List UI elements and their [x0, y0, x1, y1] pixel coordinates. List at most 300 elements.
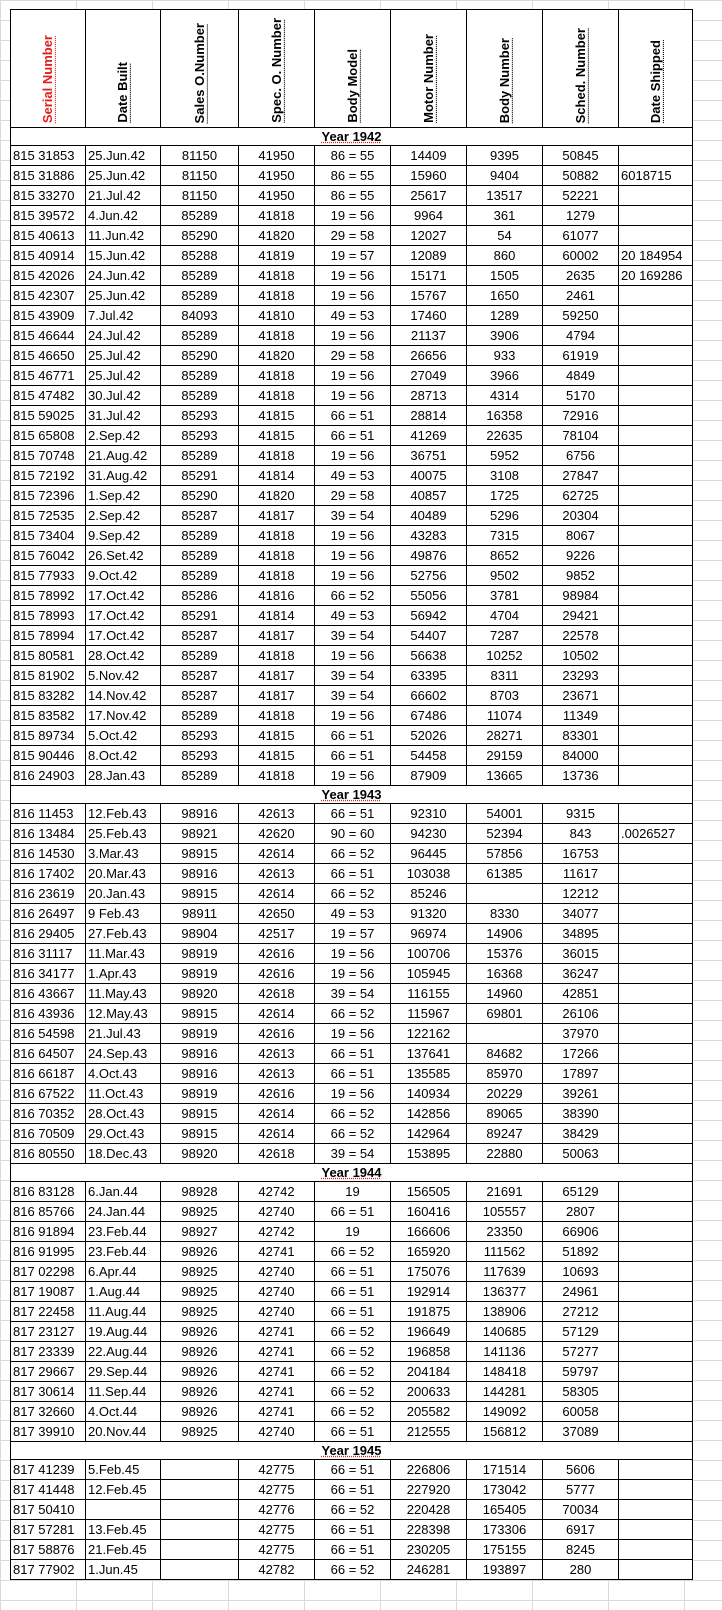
cell-sched-number[interactable]: 51892	[543, 1242, 619, 1262]
cell-spec-order[interactable]: 42742	[239, 1182, 315, 1202]
cell-sales-order[interactable]: 98919	[161, 1024, 239, 1044]
cell-motor-number[interactable]: 41269	[391, 426, 467, 446]
cell-serial-number[interactable]: 816 31117	[11, 944, 86, 964]
cell-spec-order[interactable]: 42740	[239, 1302, 315, 1322]
cell-date-built[interactable]: 11.Sep.44	[86, 1382, 161, 1402]
cell-body-model[interactable]: 66 = 51	[315, 1302, 391, 1322]
cell-body-model[interactable]: 19 = 57	[315, 924, 391, 944]
cell-sales-order[interactable]: 98915	[161, 1004, 239, 1024]
cell-body-number[interactable]: 141136	[467, 1342, 543, 1362]
cell-sched-number[interactable]: 23671	[543, 686, 619, 706]
cell-date-shipped[interactable]	[619, 1064, 693, 1084]
cell-date-built[interactable]: 17.Oct.42	[86, 606, 161, 626]
cell-sched-number[interactable]: 36015	[543, 944, 619, 964]
cell-date-built[interactable]: 21.Aug.42	[86, 446, 161, 466]
cell-sched-number[interactable]: 12212	[543, 884, 619, 904]
cell-sched-number[interactable]: 4849	[543, 366, 619, 386]
cell-date-shipped[interactable]	[619, 1302, 693, 1322]
cell-date-shipped[interactable]	[619, 226, 693, 246]
cell-body-number[interactable]: 7315	[467, 526, 543, 546]
cell-body-model[interactable]: 29 = 58	[315, 226, 391, 246]
cell-sales-order[interactable]: 98919	[161, 964, 239, 984]
cell-date-shipped[interactable]: 20 169286	[619, 266, 693, 286]
cell-body-model[interactable]: 19	[315, 1182, 391, 1202]
cell-date-built[interactable]: 17.Oct.42	[86, 586, 161, 606]
cell-spec-order[interactable]: 42614	[239, 1124, 315, 1144]
cell-body-number[interactable]: 9404	[467, 166, 543, 186]
cell-date-shipped[interactable]	[619, 746, 693, 766]
cell-spec-order[interactable]: 41820	[239, 486, 315, 506]
cell-date-built[interactable]: 20.Mar.43	[86, 864, 161, 884]
cell-date-shipped[interactable]: .0026527	[619, 824, 693, 844]
cell-sales-order[interactable]: 98915	[161, 1124, 239, 1144]
header-date-built[interactable]: Date Built	[86, 10, 161, 128]
cell-serial-number[interactable]: 816 66187	[11, 1064, 86, 1084]
cell-body-model[interactable]: 66 = 52	[315, 1402, 391, 1422]
cell-serial-number[interactable]: 817 19087	[11, 1282, 86, 1302]
cell-sched-number[interactable]: 70034	[543, 1500, 619, 1520]
cell-body-number[interactable]: 1505	[467, 266, 543, 286]
cell-body-number[interactable]: 860	[467, 246, 543, 266]
cell-spec-order[interactable]: 41814	[239, 466, 315, 486]
cell-date-built[interactable]: 17.Nov.42	[86, 706, 161, 726]
cell-sales-order[interactable]: 85287	[161, 626, 239, 646]
cell-sched-number[interactable]: 59250	[543, 306, 619, 326]
cell-motor-number[interactable]: 92310	[391, 804, 467, 824]
cell-body-model[interactable]: 66 = 51	[315, 406, 391, 426]
cell-motor-number[interactable]: 15171	[391, 266, 467, 286]
cell-body-model[interactable]: 19 = 56	[315, 646, 391, 666]
cell-body-model[interactable]: 86 = 55	[315, 186, 391, 206]
cell-motor-number[interactable]: 200633	[391, 1382, 467, 1402]
cell-body-number[interactable]: 14906	[467, 924, 543, 944]
cell-serial-number[interactable]: 817 39910	[11, 1422, 86, 1442]
cell-date-built[interactable]: 28.Jan.43	[86, 766, 161, 786]
cell-sched-number[interactable]: 84000	[543, 746, 619, 766]
cell-body-model[interactable]: 39 = 54	[315, 984, 391, 1004]
cell-spec-order[interactable]: 42650	[239, 904, 315, 924]
cell-body-number[interactable]: 23350	[467, 1222, 543, 1242]
cell-serial-number[interactable]: 815 43909	[11, 306, 86, 326]
cell-motor-number[interactable]: 17460	[391, 306, 467, 326]
cell-sales-order[interactable]: 85289	[161, 266, 239, 286]
cell-body-model[interactable]: 66 = 51	[315, 1460, 391, 1480]
cell-sales-order[interactable]: 98920	[161, 984, 239, 1004]
cell-sched-number[interactable]: 38390	[543, 1104, 619, 1124]
cell-date-shipped[interactable]	[619, 146, 693, 166]
cell-motor-number[interactable]: 91320	[391, 904, 467, 924]
cell-motor-number[interactable]: 67486	[391, 706, 467, 726]
cell-spec-order[interactable]: 41820	[239, 226, 315, 246]
cell-sched-number[interactable]: 280	[543, 1560, 619, 1580]
cell-date-shipped[interactable]	[619, 1480, 693, 1500]
cell-sales-order[interactable]: 85289	[161, 286, 239, 306]
cell-body-number[interactable]: 85970	[467, 1064, 543, 1084]
cell-sched-number[interactable]: 9852	[543, 566, 619, 586]
cell-body-model[interactable]: 66 = 51	[315, 1480, 391, 1500]
cell-spec-order[interactable]: 41817	[239, 506, 315, 526]
cell-date-shipped[interactable]	[619, 904, 693, 924]
cell-spec-order[interactable]: 41950	[239, 186, 315, 206]
cell-sched-number[interactable]: 22578	[543, 626, 619, 646]
cell-date-built[interactable]: 29.Oct.43	[86, 1124, 161, 1144]
cell-spec-order[interactable]: 42740	[239, 1282, 315, 1302]
cell-sales-order[interactable]: 85293	[161, 746, 239, 766]
cell-body-number[interactable]: 138906	[467, 1302, 543, 1322]
cell-spec-order[interactable]: 42776	[239, 1500, 315, 1520]
cell-serial-number[interactable]: 817 58876	[11, 1540, 86, 1560]
cell-body-model[interactable]: 19 = 56	[315, 326, 391, 346]
cell-body-model[interactable]: 19 = 56	[315, 706, 391, 726]
cell-body-model[interactable]: 19 = 56	[315, 944, 391, 964]
cell-body-number[interactable]: 14960	[467, 984, 543, 1004]
cell-spec-order[interactable]: 42616	[239, 1024, 315, 1044]
cell-serial-number[interactable]: 815 42307	[11, 286, 86, 306]
cell-sched-number[interactable]: 8067	[543, 526, 619, 546]
cell-sched-number[interactable]: 39261	[543, 1084, 619, 1104]
cell-date-built[interactable]: 1.Jun.45	[86, 1560, 161, 1580]
cell-body-number[interactable]: 3906	[467, 326, 543, 346]
cell-date-shipped[interactable]	[619, 206, 693, 226]
cell-serial-number[interactable]: 816 91894	[11, 1222, 86, 1242]
cell-body-number[interactable]: 52394	[467, 824, 543, 844]
cell-date-shipped[interactable]	[619, 506, 693, 526]
cell-serial-number[interactable]: 815 33270	[11, 186, 86, 206]
cell-date-built[interactable]: 11.Aug.44	[86, 1302, 161, 1322]
cell-body-model[interactable]: 86 = 55	[315, 146, 391, 166]
cell-date-shipped[interactable]	[619, 964, 693, 984]
cell-motor-number[interactable]: 56638	[391, 646, 467, 666]
cell-sched-number[interactable]: 57277	[543, 1342, 619, 1362]
cell-motor-number[interactable]: 9964	[391, 206, 467, 226]
cell-date-shipped[interactable]	[619, 406, 693, 426]
cell-sched-number[interactable]: 37089	[543, 1422, 619, 1442]
cell-serial-number[interactable]: 817 77902	[11, 1560, 86, 1580]
cell-serial-number[interactable]: 815 39572	[11, 206, 86, 226]
cell-body-number[interactable]: 149092	[467, 1402, 543, 1422]
cell-motor-number[interactable]: 220428	[391, 1500, 467, 1520]
cell-sched-number[interactable]: 27847	[543, 466, 619, 486]
cell-serial-number[interactable]: 815 72192	[11, 466, 86, 486]
cell-body-number[interactable]: 171514	[467, 1460, 543, 1480]
cell-date-built[interactable]: 13.Feb.45	[86, 1520, 161, 1540]
cell-sched-number[interactable]: 843	[543, 824, 619, 844]
cell-body-number[interactable]: 15376	[467, 944, 543, 964]
cell-date-built[interactable]: 12.Feb.43	[86, 804, 161, 824]
cell-date-built[interactable]: 25.Feb.43	[86, 824, 161, 844]
cell-motor-number[interactable]: 63395	[391, 666, 467, 686]
cell-sched-number[interactable]: 6917	[543, 1520, 619, 1540]
cell-date-shipped[interactable]	[619, 606, 693, 626]
cell-sales-order[interactable]: 98915	[161, 844, 239, 864]
cell-motor-number[interactable]: 40075	[391, 466, 467, 486]
cell-body-model[interactable]: 66 = 52	[315, 1104, 391, 1124]
cell-body-model[interactable]: 19 = 56	[315, 526, 391, 546]
cell-body-number[interactable]: 144281	[467, 1382, 543, 1402]
cell-motor-number[interactable]: 27049	[391, 366, 467, 386]
cell-date-built[interactable]: 22.Aug.44	[86, 1342, 161, 1362]
cell-motor-number[interactable]: 87909	[391, 766, 467, 786]
cell-date-shipped[interactable]	[619, 1402, 693, 1422]
cell-date-shipped[interactable]	[619, 366, 693, 386]
cell-sched-number[interactable]: 58305	[543, 1382, 619, 1402]
cell-body-number[interactable]: 111562	[467, 1242, 543, 1262]
cell-date-shipped[interactable]	[619, 1044, 693, 1064]
cell-spec-order[interactable]: 42614	[239, 844, 315, 864]
cell-serial-number[interactable]: 815 81902	[11, 666, 86, 686]
cell-body-model[interactable]: 49 = 53	[315, 606, 391, 626]
cell-body-model[interactable]: 66 = 51	[315, 1282, 391, 1302]
cell-sched-number[interactable]: 50063	[543, 1144, 619, 1164]
cell-date-shipped[interactable]	[619, 586, 693, 606]
cell-motor-number[interactable]: 196649	[391, 1322, 467, 1342]
cell-spec-order[interactable]: 42740	[239, 1262, 315, 1282]
cell-sales-order[interactable]: 98926	[161, 1382, 239, 1402]
cell-date-built[interactable]: 25.Jul.42	[86, 346, 161, 366]
cell-date-built[interactable]: 1.Apr.43	[86, 964, 161, 984]
cell-date-shipped[interactable]: 6018715	[619, 166, 693, 186]
cell-body-model[interactable]: 66 = 51	[315, 1202, 391, 1222]
cell-serial-number[interactable]: 817 30614	[11, 1382, 86, 1402]
cell-sales-order[interactable]: 85293	[161, 426, 239, 446]
cell-motor-number[interactable]: 100706	[391, 944, 467, 964]
cell-date-built[interactable]: 21.Jul.42	[86, 186, 161, 206]
cell-serial-number[interactable]: 816 43936	[11, 1004, 86, 1024]
cell-date-shipped[interactable]	[619, 706, 693, 726]
cell-date-shipped[interactable]	[619, 1540, 693, 1560]
cell-serial-number[interactable]: 816 23619	[11, 884, 86, 904]
cell-date-shipped[interactable]	[619, 526, 693, 546]
cell-sales-order[interactable]: 98911	[161, 904, 239, 924]
cell-sched-number[interactable]: 98984	[543, 586, 619, 606]
cell-body-number[interactable]: 165405	[467, 1500, 543, 1520]
cell-date-built[interactable]: 4.Jun.42	[86, 206, 161, 226]
cell-sales-order[interactable]: 85289	[161, 646, 239, 666]
cell-sched-number[interactable]: 2807	[543, 1202, 619, 1222]
cell-motor-number[interactable]: 66602	[391, 686, 467, 706]
cell-date-shipped[interactable]	[619, 386, 693, 406]
cell-body-number[interactable]: 16368	[467, 964, 543, 984]
cell-body-number[interactable]: 175155	[467, 1540, 543, 1560]
cell-date-built[interactable]: 24.Jun.42	[86, 266, 161, 286]
cell-sales-order[interactable]: 85289	[161, 766, 239, 786]
cell-body-number[interactable]: 5952	[467, 446, 543, 466]
cell-motor-number[interactable]: 54407	[391, 626, 467, 646]
cell-date-shipped[interactable]	[619, 446, 693, 466]
cell-sales-order[interactable]: 98925	[161, 1202, 239, 1222]
cell-date-built[interactable]: 17.Oct.42	[86, 626, 161, 646]
cell-serial-number[interactable]: 815 73404	[11, 526, 86, 546]
cell-body-number[interactable]: 8703	[467, 686, 543, 706]
cell-body-number[interactable]: 11074	[467, 706, 543, 726]
cell-motor-number[interactable]: 160416	[391, 1202, 467, 1222]
cell-sched-number[interactable]: 42851	[543, 984, 619, 1004]
cell-date-shipped[interactable]	[619, 1422, 693, 1442]
cell-motor-number[interactable]: 205582	[391, 1402, 467, 1422]
cell-serial-number[interactable]: 817 23127	[11, 1322, 86, 1342]
cell-motor-number[interactable]: 94230	[391, 824, 467, 844]
cell-spec-order[interactable]: 41815	[239, 726, 315, 746]
cell-sched-number[interactable]: 37970	[543, 1024, 619, 1044]
cell-sched-number[interactable]: 38429	[543, 1124, 619, 1144]
cell-spec-order[interactable]: 41818	[239, 566, 315, 586]
cell-sales-order[interactable]: 98916	[161, 1044, 239, 1064]
cell-spec-order[interactable]: 41817	[239, 666, 315, 686]
cell-date-built[interactable]: 9 Feb.43	[86, 904, 161, 924]
year-heading[interactable]	[11, 786, 693, 804]
cell-motor-number[interactable]: 52026	[391, 726, 467, 746]
cell-date-shipped[interactable]	[619, 804, 693, 824]
cell-sales-order[interactable]: 98921	[161, 824, 239, 844]
cell-body-model[interactable]: 66 = 51	[315, 1422, 391, 1442]
cell-date-built[interactable]: 9.Oct.42	[86, 566, 161, 586]
cell-serial-number[interactable]: 815 90446	[11, 746, 86, 766]
cell-sales-order[interactable]: 98925	[161, 1282, 239, 1302]
cell-sales-order[interactable]: 85289	[161, 326, 239, 346]
cell-sched-number[interactable]: 50845	[543, 146, 619, 166]
cell-date-shipped[interactable]	[619, 1342, 693, 1362]
cell-date-shipped[interactable]	[619, 1362, 693, 1382]
cell-body-model[interactable]: 66 = 52	[315, 1124, 391, 1144]
cell-date-shipped[interactable]	[619, 1500, 693, 1520]
cell-motor-number[interactable]: 246281	[391, 1560, 467, 1580]
cell-date-shipped[interactable]	[619, 1520, 693, 1540]
cell-sales-order[interactable]: 98904	[161, 924, 239, 944]
cell-body-number[interactable]: 5296	[467, 506, 543, 526]
cell-body-model[interactable]: 19 = 56	[315, 206, 391, 226]
cell-motor-number[interactable]: 122162	[391, 1024, 467, 1044]
cell-serial-number[interactable]: 816 11453	[11, 804, 86, 824]
cell-motor-number[interactable]: 166606	[391, 1222, 467, 1242]
cell-serial-number[interactable]: 815 40613	[11, 226, 86, 246]
cell-motor-number[interactable]: 156505	[391, 1182, 467, 1202]
cell-sched-number[interactable]: 34077	[543, 904, 619, 924]
cell-spec-order[interactable]: 41817	[239, 626, 315, 646]
cell-body-model[interactable]: 19 = 56	[315, 546, 391, 566]
cell-date-built[interactable]: 25.Jul.42	[86, 366, 161, 386]
cell-date-shipped[interactable]	[619, 1084, 693, 1104]
cell-serial-number[interactable]: 817 41239	[11, 1460, 86, 1480]
cell-motor-number[interactable]: 142964	[391, 1124, 467, 1144]
cell-date-shipped[interactable]	[619, 666, 693, 686]
cell-body-number[interactable]: 7287	[467, 626, 543, 646]
cell-sales-order[interactable]: 85287	[161, 506, 239, 526]
cell-spec-order[interactable]: 41815	[239, 746, 315, 766]
cell-date-shipped[interactable]	[619, 1460, 693, 1480]
cell-motor-number[interactable]: 43283	[391, 526, 467, 546]
header-date-shipped[interactable]: Date Shipped	[619, 10, 693, 128]
cell-body-model[interactable]: 19 = 56	[315, 286, 391, 306]
cell-date-built[interactable]: 23.Feb.44	[86, 1242, 161, 1262]
cell-spec-order[interactable]: 41818	[239, 386, 315, 406]
cell-date-shipped[interactable]	[619, 1262, 693, 1282]
cell-body-number[interactable]: 3108	[467, 466, 543, 486]
cell-body-number[interactable]	[467, 884, 543, 904]
cell-serial-number[interactable]: 816 34177	[11, 964, 86, 984]
cell-sales-order[interactable]: 85289	[161, 386, 239, 406]
cell-sched-number[interactable]: 13736	[543, 766, 619, 786]
cell-body-number[interactable]: 1725	[467, 486, 543, 506]
cell-sales-order[interactable]: 98926	[161, 1342, 239, 1362]
cell-body-number[interactable]: 105557	[467, 1202, 543, 1222]
cell-serial-number[interactable]: 815 31853	[11, 146, 86, 166]
cell-date-built[interactable]: 5.Nov.42	[86, 666, 161, 686]
cell-sched-number[interactable]: 11617	[543, 864, 619, 884]
cell-sched-number[interactable]: 4794	[543, 326, 619, 346]
cell-date-built[interactable]: 23.Feb.44	[86, 1222, 161, 1242]
cell-motor-number[interactable]: 12027	[391, 226, 467, 246]
cell-sched-number[interactable]: 61919	[543, 346, 619, 366]
cell-spec-order[interactable]: 42614	[239, 1104, 315, 1124]
cell-sales-order[interactable]: 85288	[161, 246, 239, 266]
cell-body-number[interactable]: 193897	[467, 1560, 543, 1580]
cell-motor-number[interactable]: 56942	[391, 606, 467, 626]
cell-body-model[interactable]: 66 = 52	[315, 586, 391, 606]
cell-sales-order[interactable]: 98916	[161, 804, 239, 824]
cell-date-built[interactable]: 29.Sep.44	[86, 1362, 161, 1382]
cell-spec-order[interactable]: 41814	[239, 606, 315, 626]
cell-date-shipped[interactable]	[619, 864, 693, 884]
cell-serial-number[interactable]: 815 46650	[11, 346, 86, 366]
cell-body-number[interactable]: 16358	[467, 406, 543, 426]
cell-spec-order[interactable]: 41818	[239, 266, 315, 286]
cell-serial-number[interactable]: 816 83128	[11, 1182, 86, 1202]
cell-spec-order[interactable]: 41950	[239, 166, 315, 186]
cell-date-built[interactable]: 28.Oct.43	[86, 1104, 161, 1124]
cell-sched-number[interactable]: 61077	[543, 226, 619, 246]
cell-date-shipped[interactable]	[619, 726, 693, 746]
cell-date-built[interactable]: 4.Oct.43	[86, 1064, 161, 1084]
cell-date-shipped[interactable]	[619, 1560, 693, 1580]
cell-serial-number[interactable]: 817 29667	[11, 1362, 86, 1382]
cell-body-model[interactable]: 66 = 51	[315, 1520, 391, 1540]
cell-motor-number[interactable]: 135585	[391, 1064, 467, 1084]
cell-body-model[interactable]: 19 = 56	[315, 566, 391, 586]
cell-body-model[interactable]: 66 = 51	[315, 1540, 391, 1560]
cell-date-built[interactable]: 2.Sep.42	[86, 506, 161, 526]
cell-sales-order[interactable]	[161, 1500, 239, 1520]
cell-body-number[interactable]: 8330	[467, 904, 543, 924]
cell-sched-number[interactable]: 23293	[543, 666, 619, 686]
cell-body-number[interactable]: 21691	[467, 1182, 543, 1202]
cell-body-number[interactable]: 361	[467, 206, 543, 226]
cell-sched-number[interactable]: 6756	[543, 446, 619, 466]
cell-sales-order[interactable]: 98927	[161, 1222, 239, 1242]
cell-body-number[interactable]: 1289	[467, 306, 543, 326]
cell-date-shipped[interactable]: 20 184954	[619, 246, 693, 266]
cell-motor-number[interactable]: 140934	[391, 1084, 467, 1104]
cell-motor-number[interactable]: 212555	[391, 1422, 467, 1442]
cell-date-built[interactable]: 5.Feb.45	[86, 1460, 161, 1480]
cell-sched-number[interactable]: 11349	[543, 706, 619, 726]
cell-body-model[interactable]: 39 = 54	[315, 626, 391, 646]
cell-sales-order[interactable]: 85291	[161, 466, 239, 486]
cell-spec-order[interactable]: 42613	[239, 804, 315, 824]
cell-date-shipped[interactable]	[619, 346, 693, 366]
cell-sales-order[interactable]: 85293	[161, 726, 239, 746]
cell-date-built[interactable]: 25.Jun.42	[86, 146, 161, 166]
cell-body-number[interactable]: 54	[467, 226, 543, 246]
cell-sales-order[interactable]: 98919	[161, 944, 239, 964]
cell-serial-number[interactable]: 815 78992	[11, 586, 86, 606]
cell-date-built[interactable]: 18.Dec.43	[86, 1144, 161, 1164]
header-motor-number[interactable]: Motor Number	[391, 10, 467, 128]
cell-body-model[interactable]: 66 = 51	[315, 1262, 391, 1282]
cell-body-model[interactable]: 66 = 51	[315, 864, 391, 884]
cell-spec-order[interactable]: 41818	[239, 766, 315, 786]
cell-motor-number[interactable]: 227920	[391, 1480, 467, 1500]
cell-sales-order[interactable]	[161, 1480, 239, 1500]
